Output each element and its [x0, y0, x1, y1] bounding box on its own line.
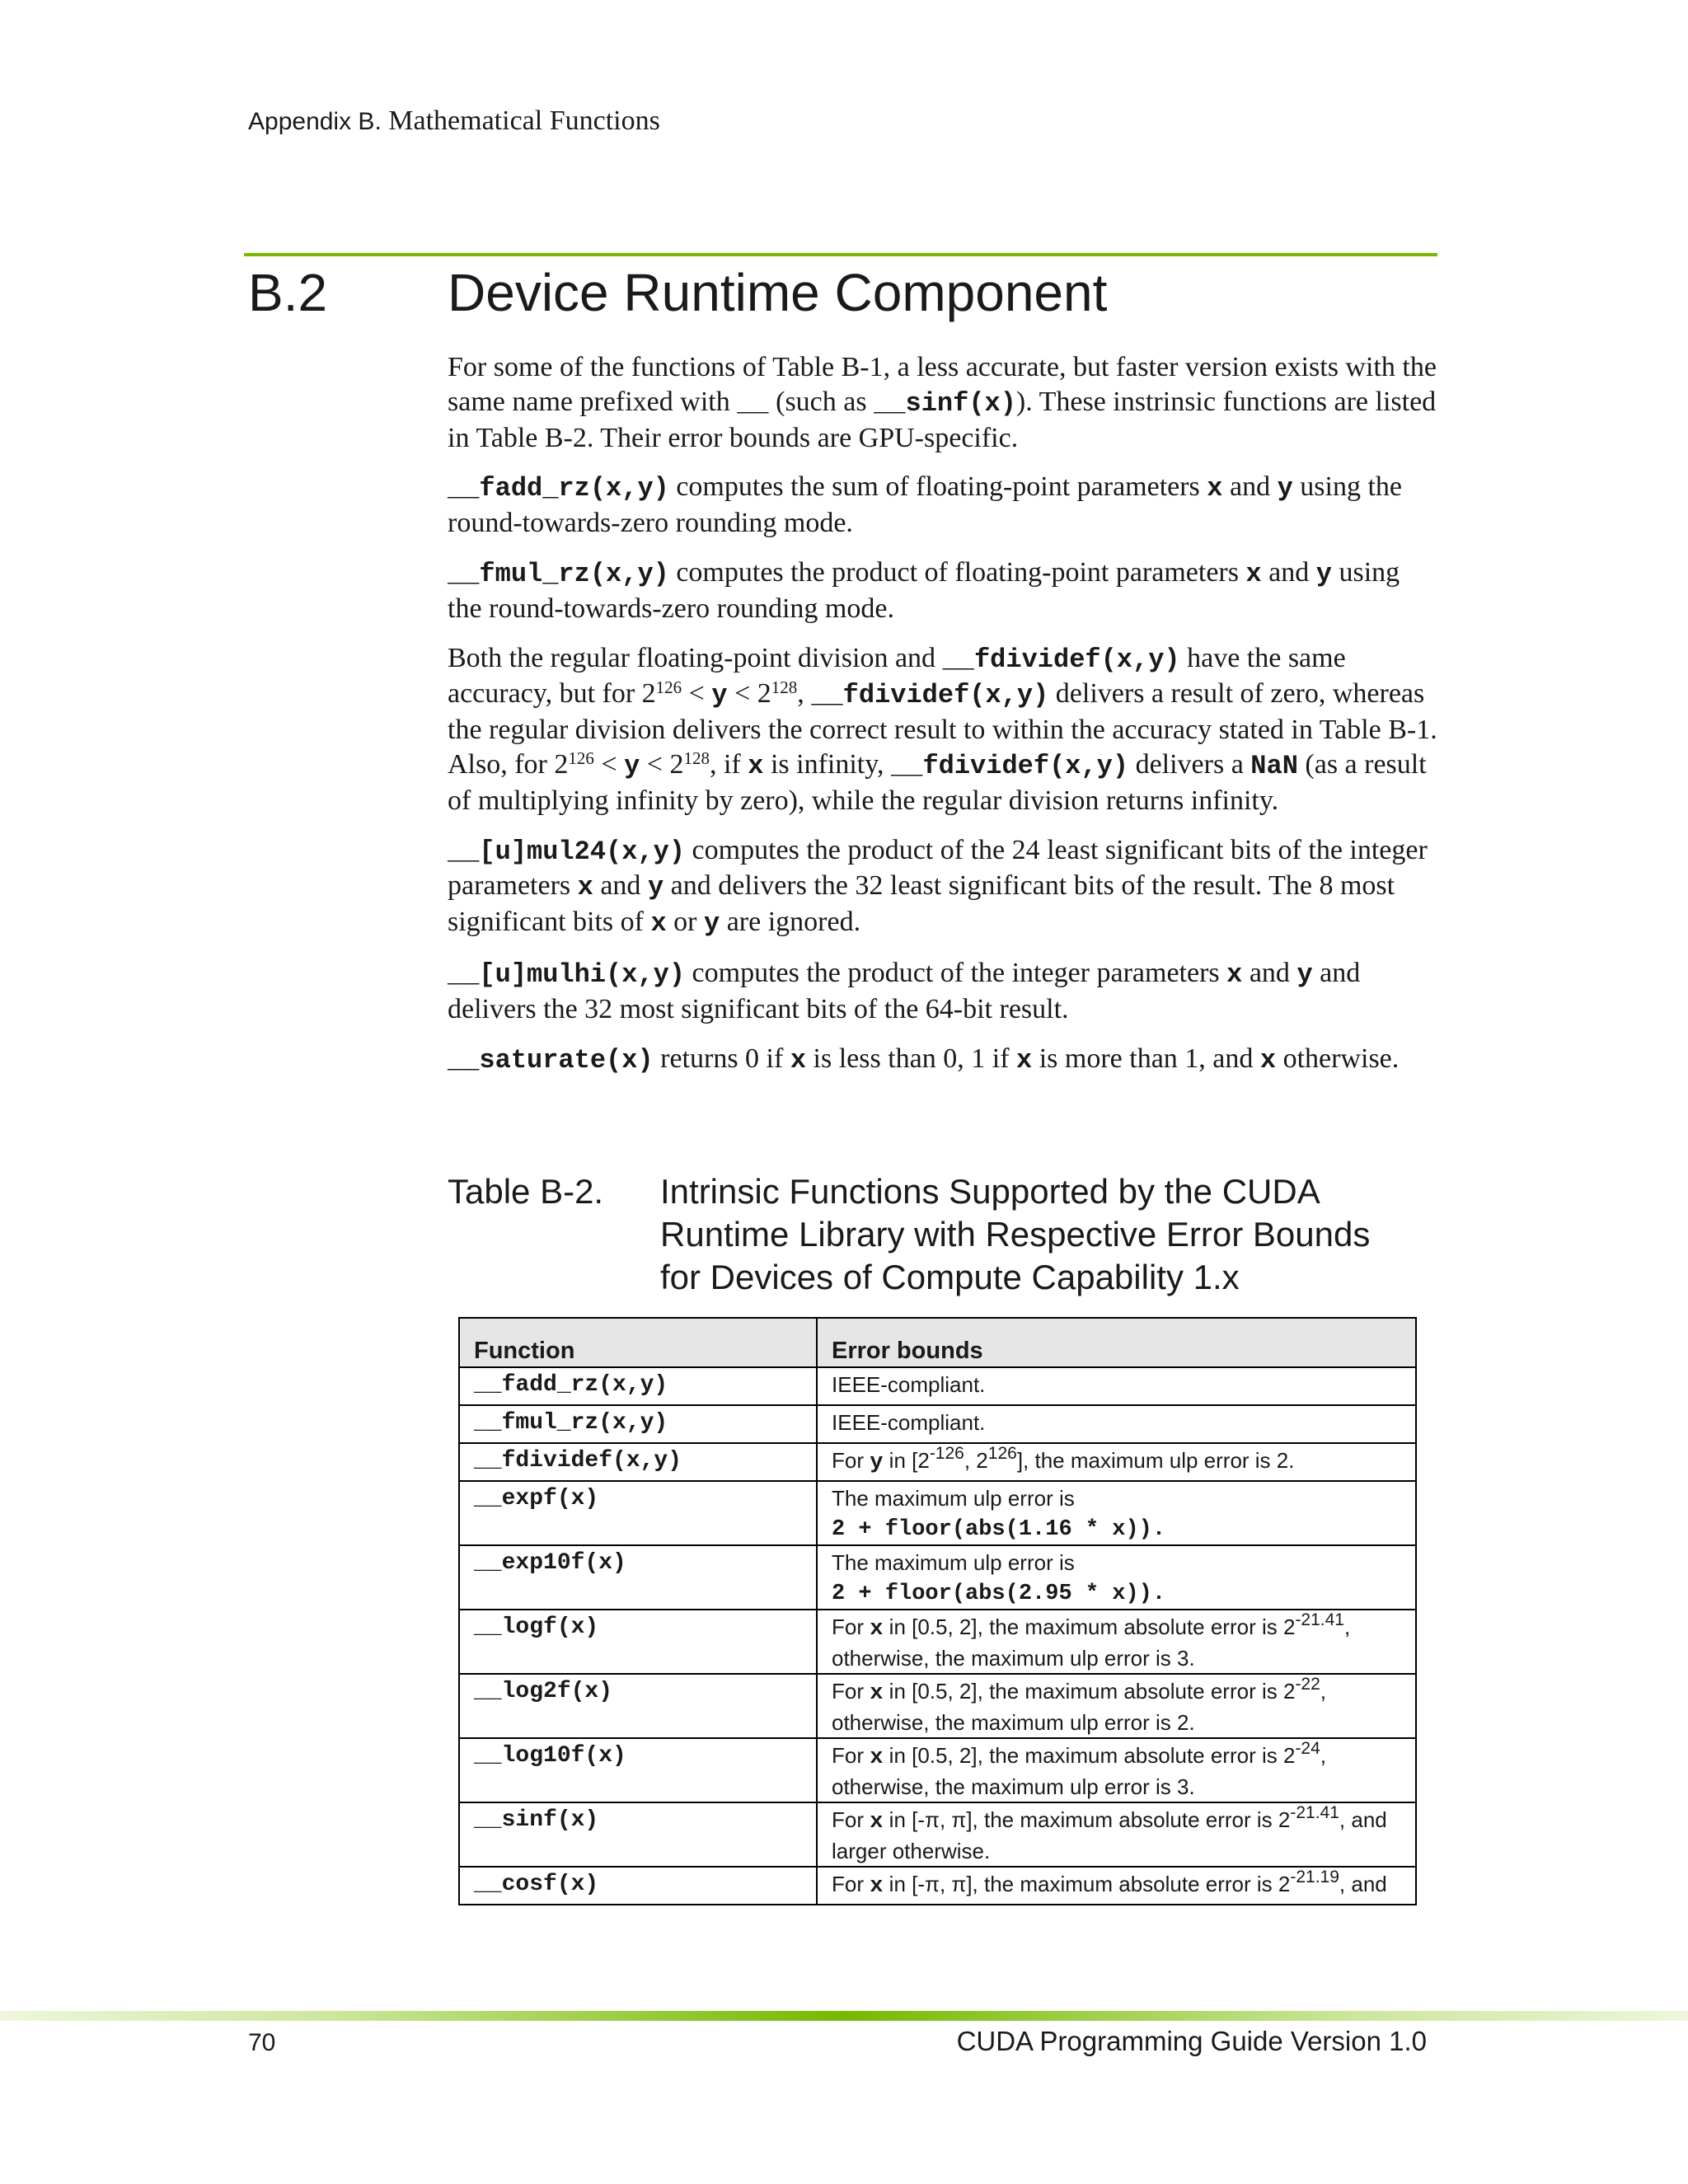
error-bounds-cell [817, 1443, 1416, 1481]
text-fragment: computes the product of the integer parameters [685, 957, 1227, 988]
column-header-error-bounds: Error bounds [817, 1318, 1416, 1367]
text-fragment: computes the product of the 24 least significant bits of the integer parameters [448, 834, 1428, 902]
text-fragment: in [2 [883, 1448, 930, 1473]
text-fragment: , if [709, 748, 748, 780]
header-appendix-label: Appendix B. [248, 108, 382, 135]
code-fragment: y [1315, 558, 1332, 589]
text-fragment: using the round-towards-zero rounding mode. [448, 471, 1403, 539]
code-fragment: __fadd_rz(x,y) [448, 473, 669, 504]
text-fragment: , and larger otherwise. [832, 1807, 1387, 1863]
table-header-row [459, 1318, 1416, 1367]
paragraph-intro [448, 350, 1441, 455]
function-cell: __log2f(x) [459, 1674, 817, 1738]
text-fragment: otherwise. [1276, 1043, 1400, 1074]
code-fragment: 2 + floor(abs(2.95 * x)). [832, 1582, 1166, 1606]
code-fragment: x [577, 872, 593, 903]
code-fragment: y [1296, 958, 1313, 990]
error-bounds-table [458, 1317, 1417, 1905]
code-fragment: __ [737, 387, 769, 419]
error-bounds-cell [817, 1481, 1416, 1545]
text-fragment: Both the regular floating-point division and [448, 642, 943, 673]
code-fragment: x [870, 1746, 884, 1770]
superscript: -24 [1295, 1739, 1320, 1758]
text-fragment: For [832, 1807, 870, 1832]
code-fragment: x [1259, 1044, 1277, 1076]
text-fragment: , otherwise, the maximum ulp error is 2. [832, 1679, 1327, 1735]
code-fragment: y [624, 750, 640, 781]
code-fragment: x [1226, 958, 1243, 990]
text-fragment: in [0.5, 2], the maximum absolute error is 2 [883, 1679, 1296, 1704]
error-bounds-cell [817, 1367, 1416, 1405]
paragraph-mulhi [448, 956, 1441, 1027]
footer-gradient-bar [0, 2011, 1688, 2021]
code-fragment: __fdividef(x,y) [811, 680, 1049, 711]
text-fragment: are ignored. [720, 907, 861, 938]
table-row [459, 1367, 1416, 1405]
function-cell: __sinf(x) [459, 1802, 817, 1867]
text-fragment: computes the sum of floating-point parameters [668, 471, 1207, 503]
function-cell: __cosf(x) [459, 1867, 817, 1905]
section-divider [244, 253, 1437, 256]
text-fragment: in [-π, π], the maximum absolute error is 2 [883, 1872, 1291, 1896]
function-cell: __exp10f(x) [459, 1545, 817, 1610]
code-fragment: __fmul_rz(x,y) [448, 558, 669, 589]
error-bounds-cell [817, 1802, 1416, 1867]
section-number: B.2 [248, 263, 328, 322]
column-header-function: Function [459, 1318, 817, 1367]
text-fragment: < 2 [727, 678, 771, 710]
text-fragment: and [1261, 556, 1316, 588]
text-fragment: in [0.5, 2], the maximum absolute error is 2 [883, 1615, 1296, 1639]
function-cell: __fmul_rz(x,y) [459, 1405, 817, 1443]
text-fragment: IEEE-compliant. [832, 1410, 986, 1435]
code-fragment: x [650, 908, 667, 940]
text-fragment: and [593, 870, 648, 902]
header-chapter-title: Mathematical Functions [388, 105, 660, 136]
superscript: 128 [771, 677, 798, 698]
text-fragment: in [-π, π], the maximum absolute error is 2 [883, 1807, 1291, 1832]
superscript: 126 [987, 1444, 1017, 1463]
code-fragment: x [748, 750, 764, 781]
code-fragment: __sinf(x) [874, 387, 1016, 419]
paragraph-saturate [448, 1042, 1441, 1078]
text-fragment: computes the product of floating-point parameters [668, 556, 1246, 588]
code-fragment: __saturate(x) [448, 1044, 654, 1076]
function-cell: __fdividef(x,y) [459, 1443, 817, 1481]
paragraph-fmul [448, 555, 1441, 626]
text-fragment: IEEE-compliant. [832, 1372, 986, 1397]
table-caption-title: Intrinsic Functions Supported by the CUDA Runtime Library with Respective Error Bounds for Devices of Compute Capability 1.x [660, 1172, 1371, 1296]
page-number: 70 [248, 2029, 276, 2056]
table-row [459, 1610, 1416, 1674]
table-caption-label: Table B-2. [448, 1172, 604, 1211]
text-fragment: < 2 [640, 748, 684, 780]
table-row [459, 1674, 1416, 1738]
code-fragment: x [1207, 473, 1223, 504]
paragraph-fdividef [448, 641, 1441, 818]
code-fragment: x [870, 1681, 884, 1706]
table-row [459, 1802, 1416, 1867]
text-fragment: ). These instrinsic functions are listed in Table B-2. Their error bounds are GPU-specific. [448, 386, 1437, 453]
text-fragment: (as a result of multiplying infinity by zero), while the regular division returns infinity. [448, 748, 1427, 816]
error-bounds-cell [817, 1545, 1416, 1610]
error-bounds-cell [817, 1405, 1416, 1443]
paragraph-fadd [448, 470, 1441, 541]
text-fragment: and [1242, 957, 1297, 988]
superscript: 128 [683, 748, 710, 768]
code-fragment: x [1245, 558, 1262, 589]
text-fragment: < [593, 748, 625, 780]
text-fragment: and delivers the 32 most significant bits of the 64-bit result. [448, 957, 1361, 1024]
function-cell: __log10f(x) [459, 1738, 817, 1802]
code-fragment: x [790, 1044, 807, 1076]
text-fragment: For [832, 1615, 870, 1639]
error-bounds-cell [817, 1867, 1416, 1905]
text-fragment: , [797, 678, 812, 710]
error-bounds-cell [817, 1674, 1416, 1738]
table-row [459, 1738, 1416, 1802]
text-fragment: is more than 1, and [1032, 1043, 1260, 1074]
text-fragment: For some of the functions of Table B-1, a less accurate, but faster version exists with the same name prefixed with [448, 352, 1437, 417]
text-fragment: The maximum ulp error is [832, 1486, 1075, 1511]
text-fragment: For [832, 1743, 870, 1768]
text-fragment: , 2 [964, 1448, 988, 1473]
text-fragment: , and [1339, 1872, 1387, 1896]
code-fragment: x [870, 1810, 884, 1835]
text-fragment: < [682, 678, 712, 710]
superscript: -126 [929, 1444, 964, 1463]
code-fragment: x [1016, 1044, 1033, 1076]
superscript: 126 [655, 677, 682, 698]
paragraph-mul24 [448, 833, 1441, 941]
text-fragment: ], the maximum ulp error is 2. [1016, 1448, 1295, 1473]
code-fragment: NaN [1250, 750, 1298, 781]
text-fragment: in [0.5, 2], the maximum absolute error is 2 [883, 1743, 1296, 1768]
text-fragment: delivers a [1128, 748, 1251, 780]
table-row [459, 1443, 1416, 1481]
text-fragment: using the round-towards-zero rounding mode. [448, 556, 1400, 624]
code-fragment: __fdividef(x,y) [942, 644, 1180, 675]
code-fragment: y [711, 680, 728, 711]
code-fragment: x [870, 1874, 884, 1899]
text-fragment: or [666, 907, 704, 938]
text-fragment: , otherwise, the maximum ulp error is 3. [832, 1743, 1327, 1799]
text-fragment: For [832, 1679, 870, 1704]
code-fragment: __fdividef(x,y) [891, 750, 1129, 781]
code-fragment: 2 + floor(abs(1.16 * x)). [832, 1517, 1166, 1542]
superscript: -21.19 [1290, 1868, 1339, 1886]
code-fragment: x [870, 1617, 884, 1642]
error-bounds-cell [817, 1738, 1416, 1802]
text-fragment: For [832, 1448, 870, 1473]
text-fragment: (such as [768, 386, 874, 417]
code-fragment: y [647, 872, 664, 903]
error-bounds-cell [817, 1610, 1416, 1674]
text-fragment: is infinity, [763, 748, 892, 780]
superscript: 126 [568, 748, 594, 768]
text-fragment: and delivers the 32 least significant bits of the result. The 8 most significant bits of [448, 870, 1395, 938]
text-fragment: , otherwise, the maximum ulp error is 3. [832, 1615, 1351, 1671]
text-fragment: For [832, 1872, 870, 1896]
table-row [459, 1481, 1416, 1545]
text-fragment: delivers a result of zero, whereas the regular division delivers the correct result to within the accuracy stated in Table B-1. Also, for 2 [448, 678, 1437, 780]
function-cell: __expf(x) [459, 1481, 817, 1545]
body-text [448, 350, 1441, 1092]
code-fragment: y [870, 1451, 884, 1475]
text-fragment: is less than 0, 1 if [806, 1043, 1017, 1074]
code-fragment: __[u]mulhi(x,y) [448, 958, 686, 990]
function-cell: __fadd_rz(x,y) [459, 1367, 817, 1405]
code-fragment: y [704, 908, 720, 940]
section-title: Device Runtime Component [448, 263, 1108, 322]
superscript: -22 [1295, 1675, 1320, 1694]
superscript: -21.41 [1295, 1610, 1344, 1629]
table-row [459, 1405, 1416, 1443]
table-row [459, 1867, 1416, 1905]
running-header [248, 105, 660, 137]
text-fragment: have the same accuracy, but for 2 [448, 642, 1346, 710]
text-fragment: and [1222, 471, 1278, 503]
function-cell: __logf(x) [459, 1610, 817, 1674]
footer-document-title: CUDA Programming Guide Version 1.0 [956, 2026, 1427, 2056]
code-fragment: y [1277, 473, 1293, 504]
superscript: -21.41 [1290, 1803, 1339, 1822]
text-fragment: returns 0 if [653, 1043, 790, 1074]
table-row [459, 1545, 1416, 1610]
code-fragment: __[u]mul24(x,y) [448, 836, 686, 867]
text-fragment: The maximum ulp error is [832, 1550, 1075, 1575]
